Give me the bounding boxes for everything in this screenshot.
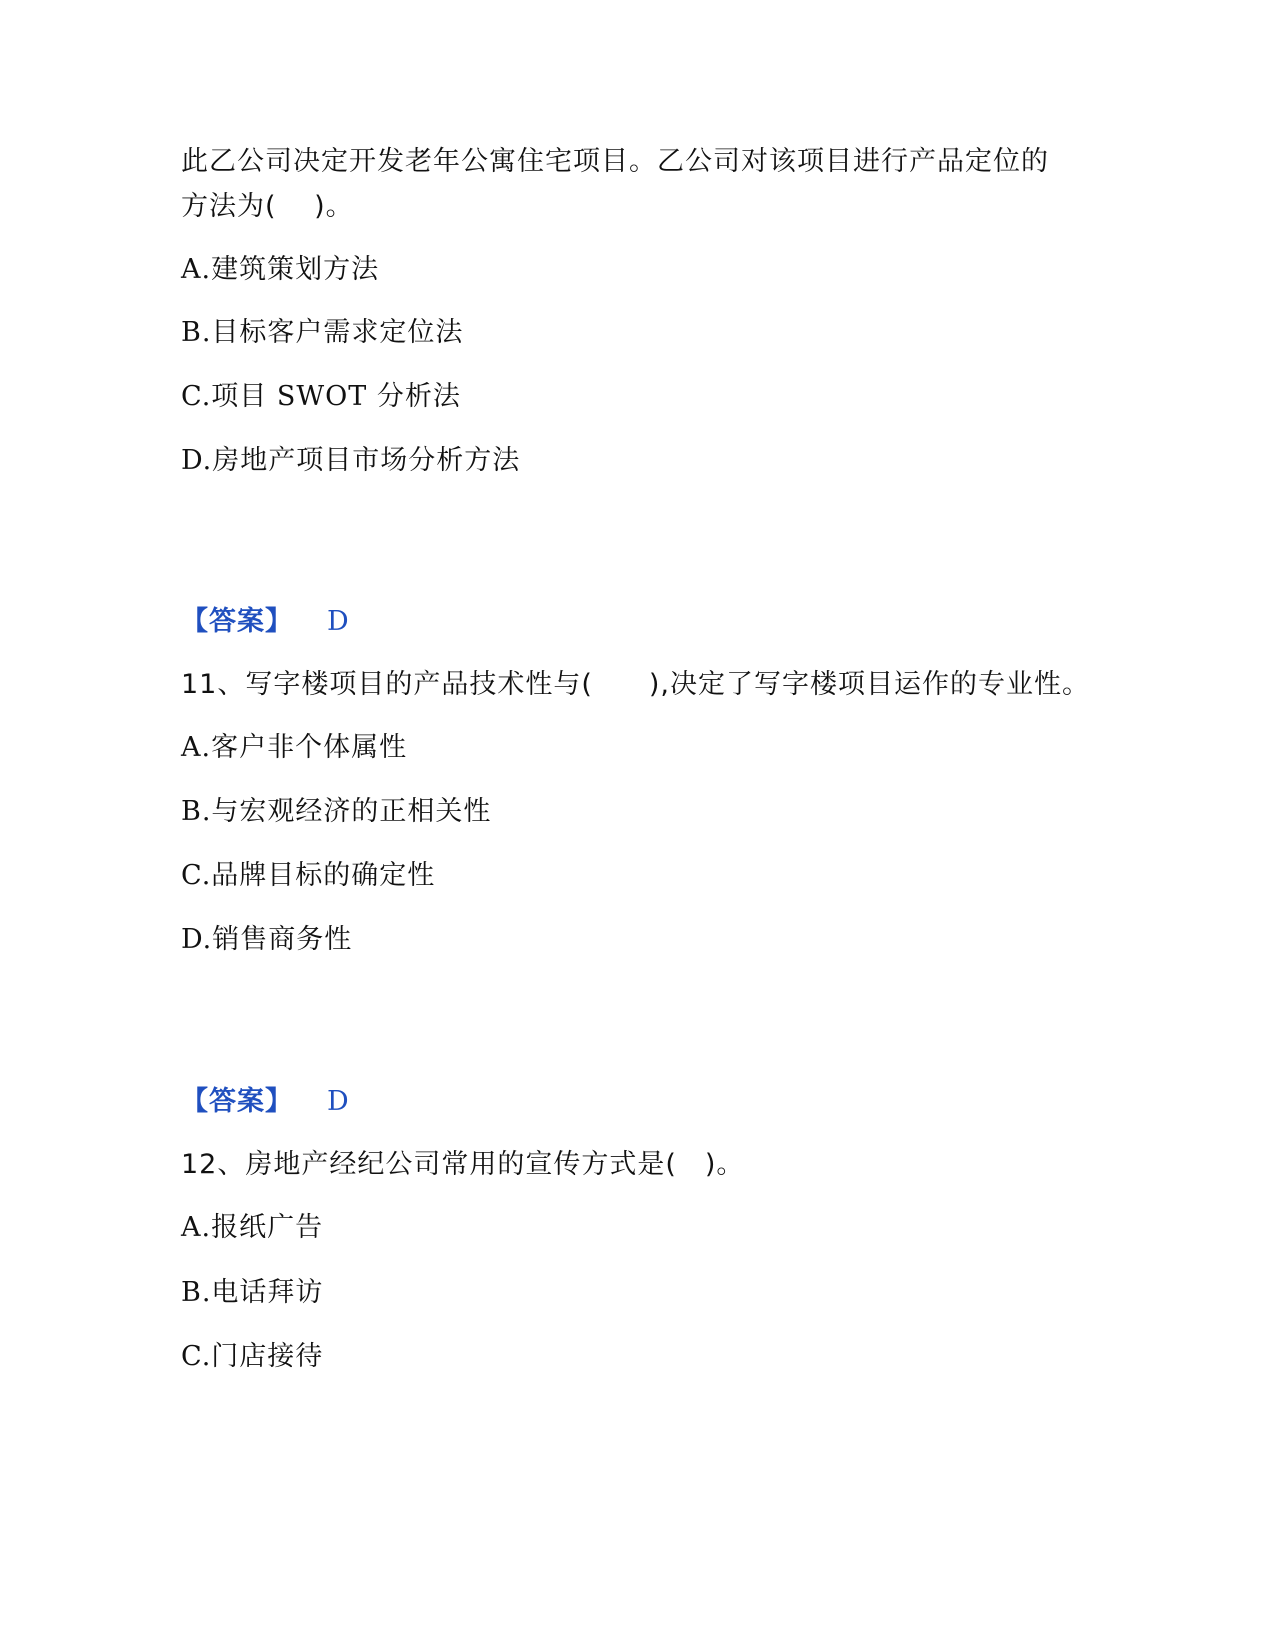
q11-option-d: D.销售商务性	[181, 924, 353, 955]
q10-stem-line-2: 方法为( )。	[181, 191, 354, 222]
q12-option-b: B.电话拜访	[181, 1277, 324, 1308]
answer-value: D	[327, 1086, 350, 1117]
q12-option-c: C.门店接待	[181, 1341, 324, 1372]
q11-option-a: A.客户非个体属性	[181, 732, 408, 763]
q10-answer	[181, 604, 350, 640]
answer-value: D	[327, 606, 350, 637]
q12-stem: 12、房地产经纪公司常用的宣传方式是( )。	[181, 1149, 745, 1180]
q10-option-d: D.房地产项目市场分析方法	[181, 445, 521, 476]
q11-answer	[181, 1084, 350, 1120]
answer-label: 【答案】	[181, 606, 293, 637]
q10-stem-line-1: 此乙公司决定开发老年公寓住宅项目。乙公司对该项目进行产品定位的	[181, 146, 1049, 177]
answer-label: 【答案】	[181, 1086, 293, 1117]
q11-stem: 11、写字楼项目的产品技术性与( ),决定了写字楼项目运作的专业性。	[181, 669, 1091, 700]
q10-option-b: B.目标客户需求定位法	[181, 317, 464, 348]
q11-option-b: B.与宏观经济的正相关性	[181, 796, 492, 827]
q10-option-a: A.建筑策划方法	[181, 254, 380, 285]
q11-option-c: C.品牌目标的确定性	[181, 860, 436, 891]
q10-option-c: C.项目 SWOT 分析法	[181, 381, 461, 412]
q12-option-a: A.报纸广告	[181, 1212, 324, 1243]
